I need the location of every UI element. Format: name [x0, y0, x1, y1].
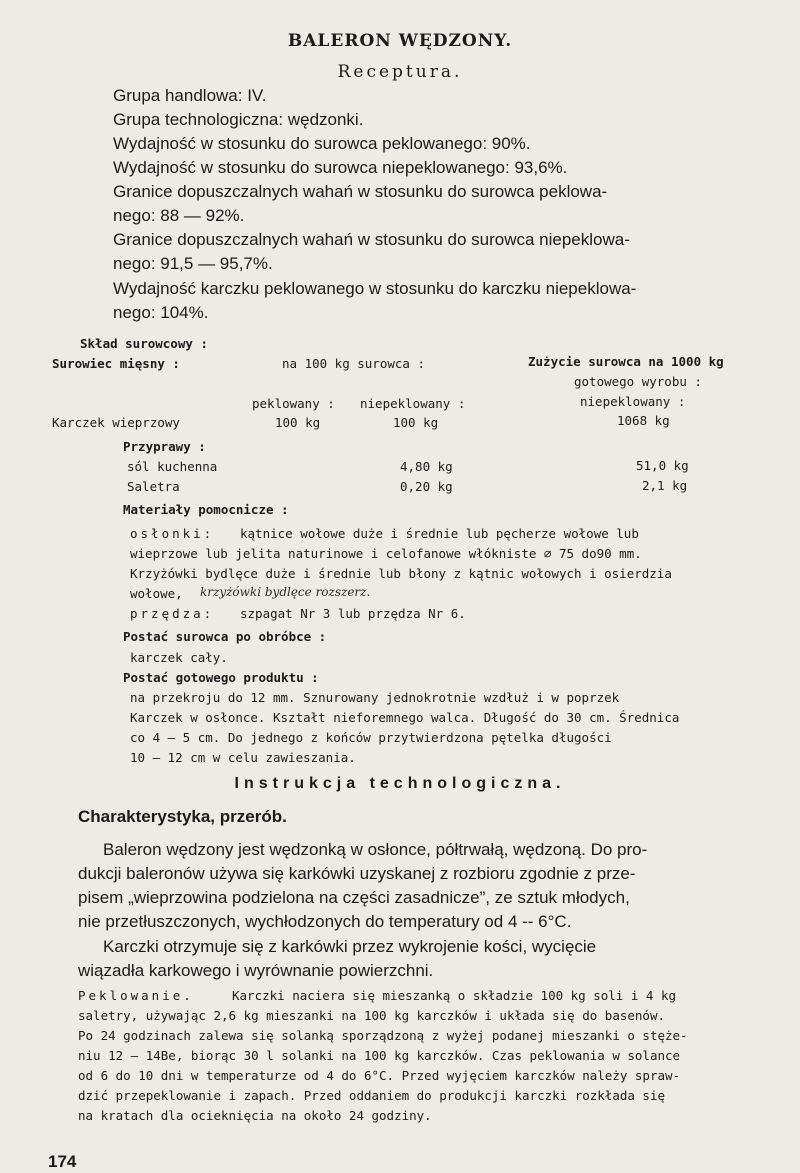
peklowanie-line: od 6 do 10 dni w temperaturze od 4 do 6°C. Przed wyjęciem karczków należy spraw-: [78, 1068, 681, 1083]
peklowanie-line: dzić przepeklowanie i zapach. Przed oddaniem do produkcji karczki rozkłada się: [78, 1088, 665, 1103]
oslonki-line: wieprzowe lub jelita naturinowe i celofanowe włókniste ⌀ 75 do90 mm.: [130, 546, 642, 561]
oslonki-line: Krzyżówki bydlęce duże i średnie lub błony z kątnic wołowych i osierdzia: [130, 566, 672, 581]
postac-surowca-text: karczek cały.: [130, 650, 228, 665]
postac-produktu-line: 10 — 12 cm w celu zawieszania.: [130, 750, 356, 765]
peklowanie-label: Peklowanie.: [78, 988, 194, 1003]
per100-label: na 100 kg surowca :: [282, 356, 425, 371]
peklowanie-line: na kratach dla ocieknięcia na około 24 godziny.: [78, 1108, 432, 1123]
postac-surowca-heading: Postać surowca po obróbce :: [123, 629, 327, 644]
charakterystyka-line: Karczki otrzymuje się z karkówki przez wykrojenie kości, wycięcie: [103, 937, 597, 956]
meta-line: Wydajność w stosunku do surowca niepeklowanego: 93,6%.: [113, 158, 568, 177]
peklowanie-line: Karczki naciera się mieszanką o składzie 100 kg soli i 4 kg: [232, 988, 677, 1003]
row-karczek-zuzycie: 1068 kg: [617, 413, 670, 428]
postac-produktu-line: co 4 — 5 cm. Do jednego z końców przytwierdzona pętelka długości: [130, 730, 612, 745]
recipe-title: BALERON WĘDZONY.: [287, 31, 513, 51]
charakterystyka-heading: Charakterystyka, przerób.: [78, 807, 287, 826]
meta-line: Wydajność karczku peklowanego w stosunku do karczku niepeklowa-: [113, 279, 637, 298]
sklad-heading: Skład surowcowy :: [80, 336, 208, 351]
meta-line: Wydajność w stosunku do surowca peklowanego: 90%.: [113, 134, 531, 153]
przedza-label: przędza:: [130, 606, 215, 621]
przyprawa-niepekl: 0,20 kg: [400, 479, 453, 494]
zuzycie-label: Zużycie surowca na 1000 kg: [528, 354, 724, 369]
przyprawa-zuzycie: 51,0 kg: [636, 458, 689, 473]
przyprawa-name: Saletra: [127, 479, 180, 494]
oslonki-line: wołowe,: [130, 586, 183, 601]
col-peklowany: peklowany :: [252, 396, 335, 411]
postac-produktu-line: na przekroju do 12 mm. Sznurowany jednokrotnie wzdłuż i w poprzek: [130, 690, 620, 705]
instrukcja-heading: Instrukcja technologiczna.: [234, 775, 566, 792]
zuzycie-label-2: gotowego wyrobu :: [574, 374, 702, 389]
meta-line: Granice dopuszczalnych wahań w stosunku do surowca peklowa-: [113, 182, 608, 201]
materialy-heading: Materiały pomocnicze :: [123, 502, 289, 517]
handwritten-note: krzyżówki bydlęce rozszerz.: [200, 585, 371, 599]
peklowanie-line: saletry, używając 2,6 kg mieszanki na 100 kg karczków i układa się do basenów.: [78, 1008, 665, 1023]
meta-line: nego: 104%.: [113, 303, 209, 322]
charakterystyka-line: dukcji baleronów używa się karkówki uzyskanej z rozbioru zgodnie z prze-: [78, 864, 636, 883]
meta-line: Grupa technologiczna: wędzonki.: [113, 110, 364, 129]
row-karczek-name: Karczek wieprzowy: [52, 415, 180, 430]
przyprawa-niepekl: 4,80 kg: [400, 459, 453, 474]
charakterystyka-line: Baleron wędzony jest wędzonką w osłonce, półtrwałą, wędzoną. Do pro-: [103, 840, 648, 859]
oslonki-label: osłonki:: [130, 526, 215, 541]
col-niepeklowany: niepeklowany :: [360, 396, 466, 411]
peklowanie-line: Po 24 godzinach zalewa się solanką sporządzoną z wyżej podanej mieszanki o stęże-: [78, 1028, 688, 1043]
meta-line: nego: 91,5 — 95,7%.: [113, 254, 273, 273]
surowiec-label: Surowiec mięsny :: [52, 356, 180, 371]
przyprawa-name: sól kuchenna: [127, 459, 218, 474]
row-karczek-niepekl: 100 kg: [393, 415, 439, 430]
peklowanie-line: niu 12 — 14Be, biorąc 30 l solanki na 100 kg karczków. Czas peklowania w solance: [78, 1048, 681, 1063]
col-niepeklowany-right: niepeklowany :: [580, 394, 686, 409]
page-number: 174: [48, 1152, 77, 1171]
charakterystyka-line: nie przetłuszczonych, wychłodzonych do temperatury od 4 -- 6°C.: [78, 912, 572, 931]
postac-produktu-heading: Postać gotowego produktu :: [123, 670, 319, 685]
postac-produktu-line: Karczek w osłonce. Kształt nieforemnego walca. Długość do 30 cm. Średnica: [130, 710, 680, 725]
meta-line: Granice dopuszczalnych wahań w stosunku do surowca niepeklowa-: [113, 230, 630, 249]
charakterystyka-line: pisem „wieprzowina podzielona na części zasadnicze”, ze sztuk młodych,: [78, 888, 630, 907]
recipe-subtitle: Receptura.: [337, 62, 463, 82]
meta-line: nego: 88 — 92%.: [113, 206, 245, 225]
charakterystyka-line: wiązadła karkowego i wyrównanie powierzchni.: [78, 961, 434, 980]
przedza-text: szpagat Nr 3 lub przędza Nr 6.: [240, 606, 466, 621]
row-karczek-pekl: 100 kg: [275, 415, 321, 430]
przyprawa-zuzycie: 2,1 kg: [642, 478, 688, 493]
meta-line: Grupa handlowa: IV.: [113, 86, 267, 105]
przyprawy-heading: Przyprawy :: [123, 439, 206, 454]
oslonki-line: kątnice wołowe duże i średnie lub pęcherze wołowe lub: [240, 526, 639, 541]
